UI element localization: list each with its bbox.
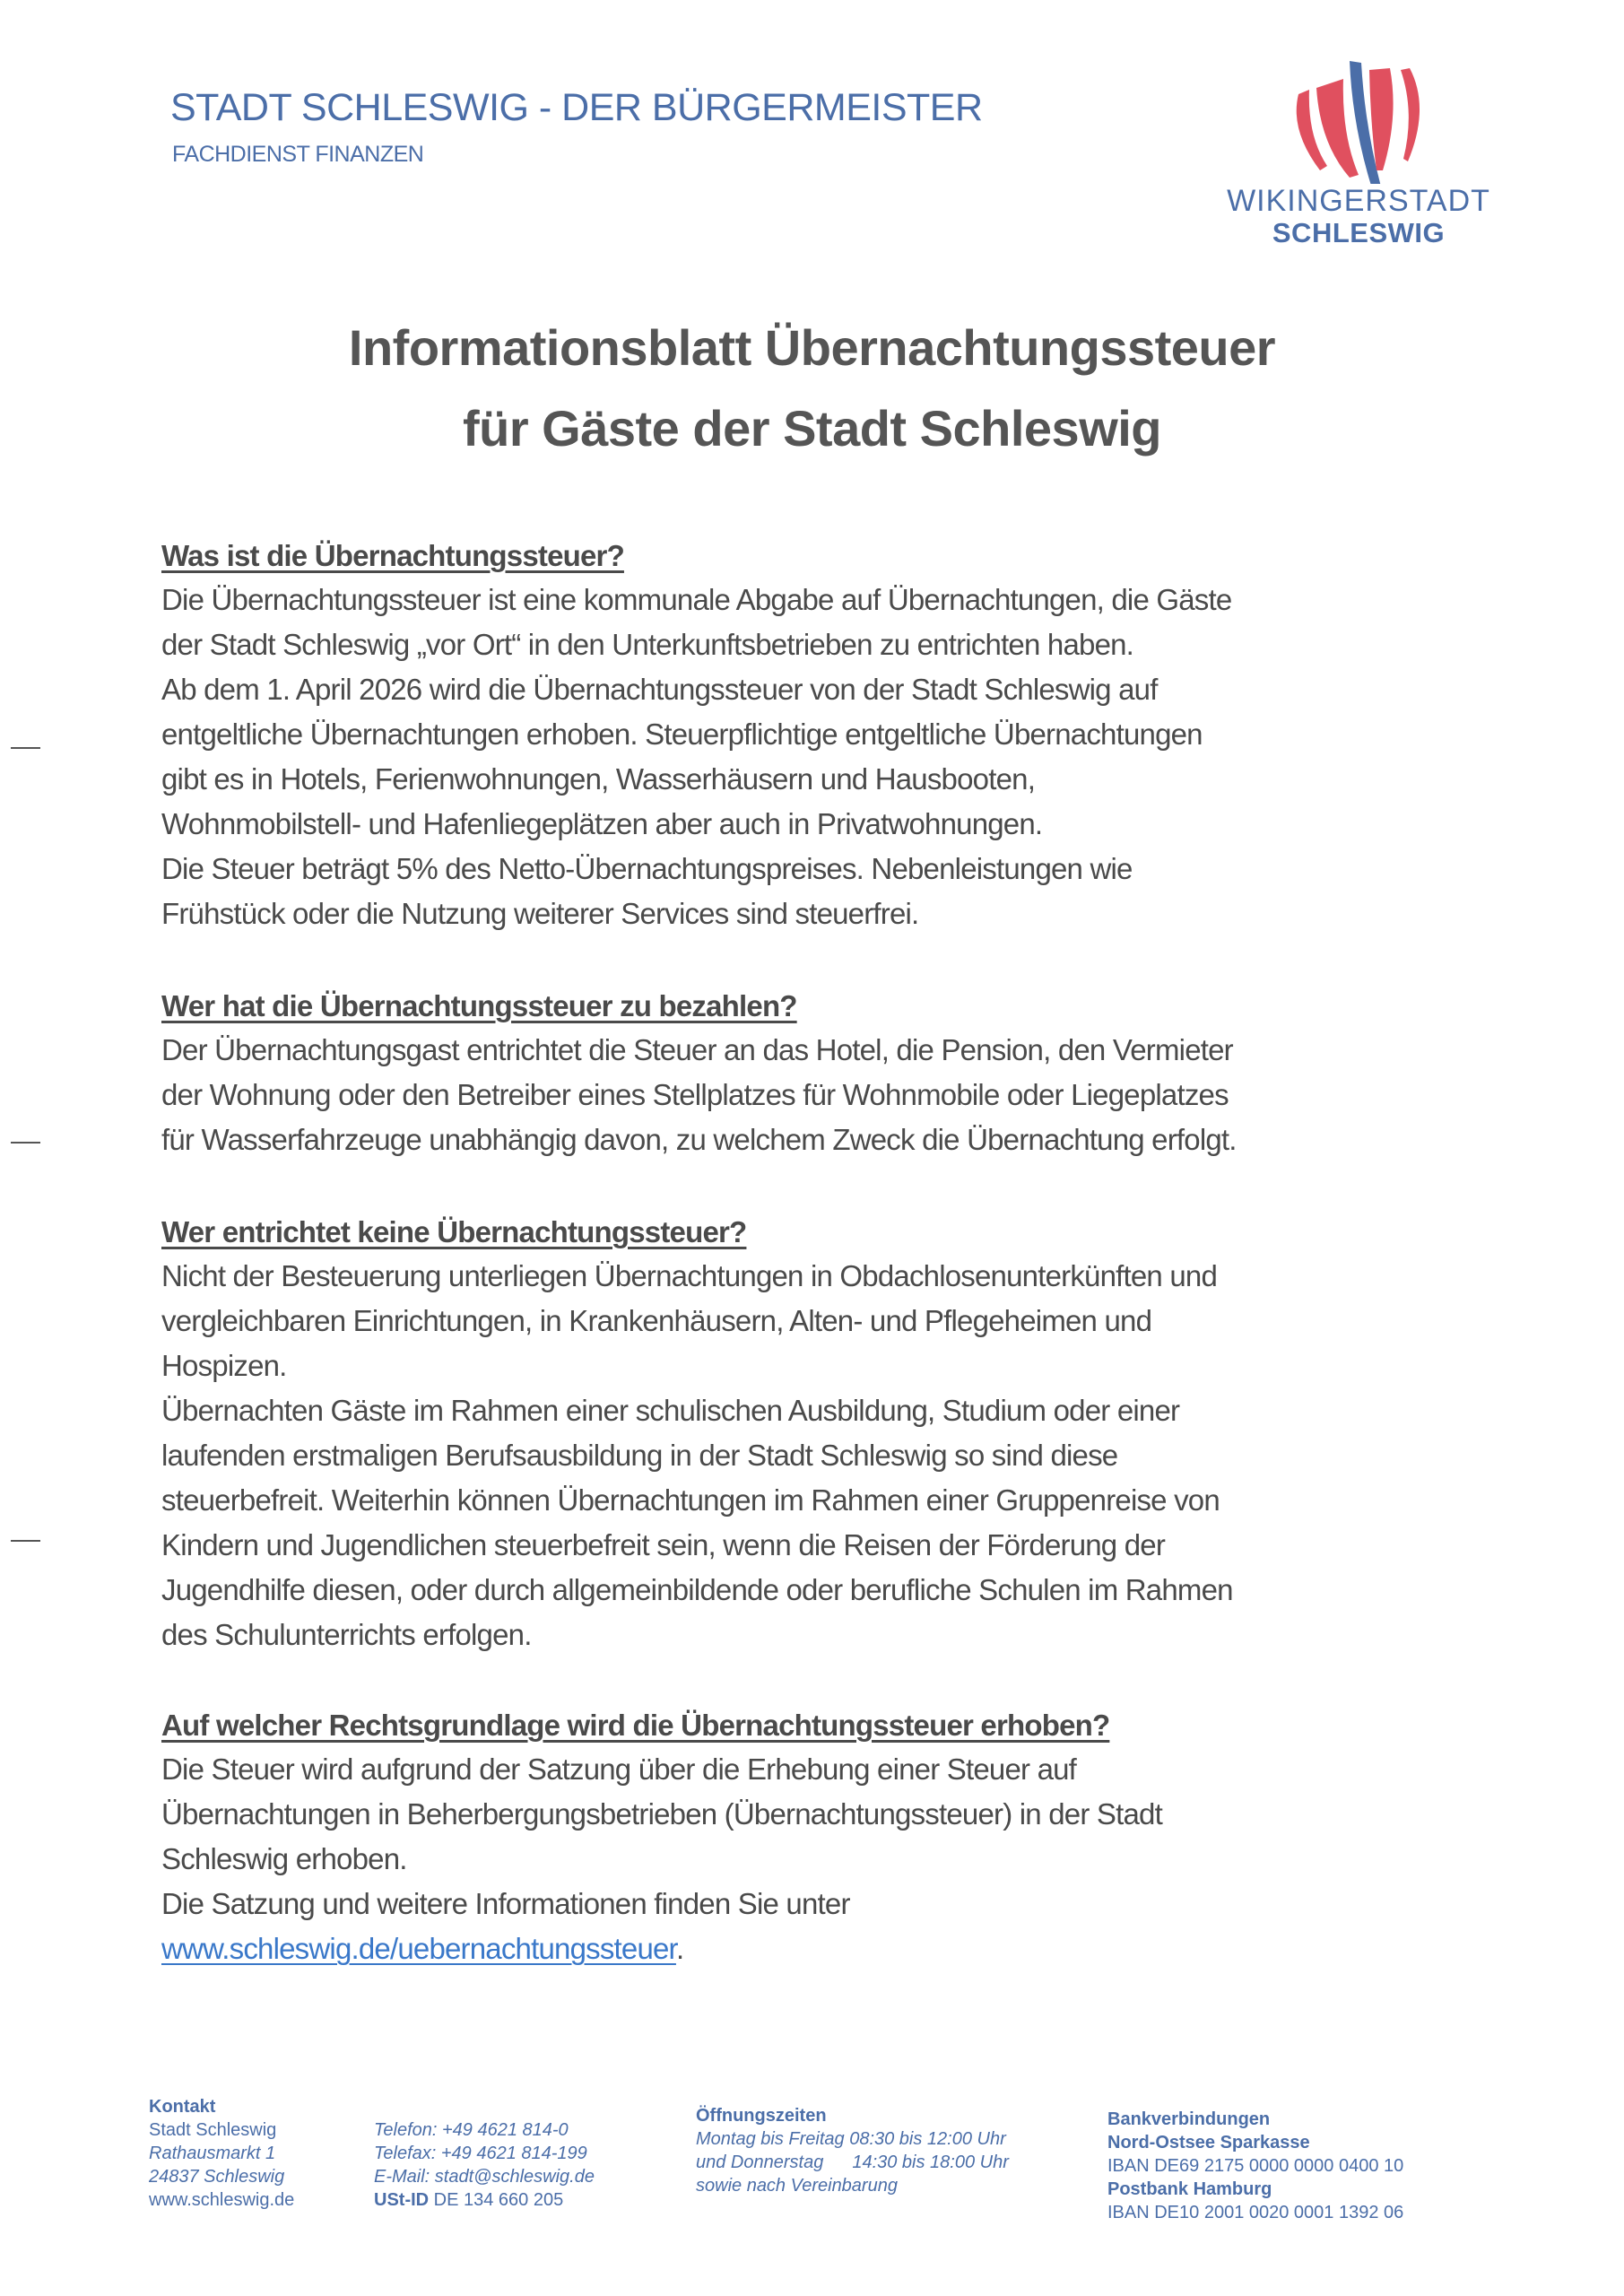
- body-line: Die Satzung und weitere Informationen finden Sie unter: [161, 1887, 850, 1920]
- footer-email[interactable]: E-Mail: stadt@schleswig.de: [374, 2167, 595, 2187]
- body-line: Die Steuer wird aufgrund der Satzung über die Erhebung einer Steuer auf: [161, 1752, 1077, 1786]
- section-was-ist: [161, 535, 1507, 936]
- body-line: Wohnmobilstell- und Hafenliegeplätzen aber auch in Privatwohnungen.: [161, 807, 1043, 840]
- body-line: Übernachtungen in Beherbergungsbetrieben (Übernachtungssteuer) in der Stadt: [161, 1797, 1162, 1831]
- footer-hours: [696, 2104, 1009, 2197]
- fold-mark: [11, 1540, 40, 1542]
- logo-text-schleswig: SCHLESWIG: [1272, 217, 1446, 248]
- footer-contact-heading: Kontakt: [149, 2097, 216, 2117]
- body-line: Ab dem 1. April 2026 wird die Übernachtungssteuer von der Stadt Schleswig auf: [161, 673, 1158, 706]
- footer-hours-line2b: 14:30 bis 18:00 Uhr: [852, 2152, 1009, 2172]
- footer-ust-value: DE 134 660 205: [429, 2190, 564, 2210]
- body-line: vergleichbaren Einrichtungen, in Krankenhäusern, Alten- und Pflegeheimen und: [161, 1304, 1152, 1337]
- body-line: Übernachten Gäste im Rahmen einer schulischen Ausbildung, Studium oder einer: [161, 1394, 1180, 1427]
- link-line: [161, 1926, 1507, 1971]
- logo-text-wikingerstadt: WIKINGERSTADT: [1227, 184, 1490, 218]
- fold-mark: [11, 1142, 40, 1144]
- body-line: Frühstück oder die Nutzung weiterer Services sind steuerfrei.: [161, 897, 919, 930]
- body-line: gibt es in Hotels, Ferienwohnungen, Wasserhäusern und Hausbooten,: [161, 762, 1036, 796]
- letterhead-title: STADT SCHLESWIG - DER BÜRGERMEISTER: [170, 86, 983, 129]
- footer-hours-line2a: und Donnerstag: [696, 2152, 824, 2172]
- footer-phone: [374, 2118, 595, 2212]
- body-line: des Schulunterrichts erfolgen.: [161, 1618, 532, 1651]
- footer-bank2-iban: IBAN DE10 2001 0020 0001 1392 06: [1107, 2203, 1404, 2222]
- footer-bank2-name: Postbank Hamburg: [1107, 2179, 1272, 2199]
- footer-bank1-iban: IBAN DE69 2175 0000 0000 0400 10: [1107, 2156, 1404, 2176]
- link-suffix: .: [675, 1932, 684, 1965]
- footer-telefax: Telefax: +49 4621 814-199: [374, 2144, 587, 2163]
- fold-mark: [11, 747, 40, 749]
- section-wer-bezahlt: [161, 985, 1507, 1162]
- footer-ust-id: [374, 2188, 595, 2212]
- body-line: Schleswig erhoben.: [161, 1842, 407, 1875]
- footer-hours-heading: Öffnungszeiten: [696, 2106, 827, 2126]
- body-line: steuerbefreit. Weiterhin können Übernachtungen im Rahmen einer Gruppenreise von: [161, 1483, 1220, 1517]
- section-heading: Wer hat die Übernachtungssteuer zu bezahlen?: [161, 989, 797, 1022]
- body-line: entgeltliche Übernachtungen erhoben. Steuerpflichtige entgeltliche Übernachtungen: [161, 718, 1203, 751]
- footer-hours-line1: Montag bis Freitag 08:30 bis 12:00 Uhr: [696, 2129, 1006, 2149]
- footer-contact-name: Stadt Schleswig: [149, 2120, 277, 2140]
- document-title-line-1: Informationsblatt Übernachtungssteuer: [348, 319, 1276, 376]
- section-rechtsgrundlage: [161, 1704, 1507, 1971]
- section-heading: Was ist die Übernachtungssteuer?: [161, 539, 624, 572]
- city-logo: [1220, 54, 1498, 256]
- body-line: Nicht der Besteuerung unterliegen Übernachtungen in Obdachlosenunterkünften und: [161, 1259, 1217, 1292]
- body-line: Die Steuer beträgt 5% des Netto-Übernachtungspreises. Nebenleistungen wie: [161, 852, 1133, 885]
- body-line: Der Übernachtungsgast entrichtet die Steuer an das Hotel, die Pension, den Vermieter: [161, 1033, 1233, 1066]
- body-line: Jugendhilfe diesen, oder durch allgemeinbildende oder berufliche Schulen im Rahmen: [161, 1573, 1233, 1606]
- footer-bank1-name: Nord-Ostsee Sparkasse: [1107, 2133, 1310, 2152]
- footer-contact: [149, 2095, 294, 2212]
- satzung-link[interactable]: www.schleswig.de/uebernachtungssteuer: [161, 1932, 676, 1965]
- section-heading: Wer entrichtet keine Übernachtungssteuer?: [161, 1215, 747, 1248]
- letterhead-department: FACHDIENST FINANZEN: [172, 142, 424, 167]
- body-line: Kindern und Jugendlichen steuerbefreit sein, wenn die Reisen der Förderung der: [161, 1528, 1166, 1561]
- footer-telefon: Telefon: +49 4621 814-0: [374, 2120, 569, 2140]
- body-line: Hospizen.: [161, 1349, 287, 1382]
- body-line: für Wasserfahrzeuge unabhängig davon, zu welchem Zweck die Übernachtung erfolgt.: [161, 1123, 1237, 1156]
- body-line: Die Übernachtungssteuer ist eine kommunale Abgabe auf Übernachtungen, die Gäste: [161, 583, 1232, 616]
- document-title-line-2: für Gäste der Stadt Schleswig: [462, 400, 1162, 457]
- footer-ust-label: USt-ID: [374, 2190, 430, 2210]
- body-line: der Wohnung oder den Betreiber eines Stellplatzes für Wohnmobile oder Liegeplatzes: [161, 1078, 1229, 1111]
- body-line: der Stadt Schleswig „vor Ort“ in den Unterkunftsbetrieben zu entrichten haben.: [161, 628, 1134, 661]
- footer-bank: [1107, 2108, 1403, 2224]
- viking-ship-logo-icon: [1264, 54, 1453, 184]
- footer-contact-city: 24837 Schleswig: [149, 2167, 285, 2187]
- footer-bank-heading: Bankverbindungen: [1107, 2109, 1271, 2129]
- section-wer-keine: [161, 1211, 1507, 1657]
- section-heading: Auf welcher Rechtsgrundlage wird die Übernachtungssteuer erhoben?: [161, 1709, 1110, 1742]
- footer-hours-line3: sowie nach Vereinbarung: [696, 2176, 898, 2196]
- footer-contact-web[interactable]: www.schleswig.de: [149, 2190, 295, 2210]
- body-line: laufenden erstmaligen Berufsausbildung in der Stadt Schleswig so sind diese: [161, 1439, 1118, 1472]
- footer-hours-line2: [696, 2151, 1009, 2174]
- logo-stripe-4: [1401, 68, 1420, 161]
- footer-contact-street: Rathausmarkt 1: [149, 2144, 276, 2163]
